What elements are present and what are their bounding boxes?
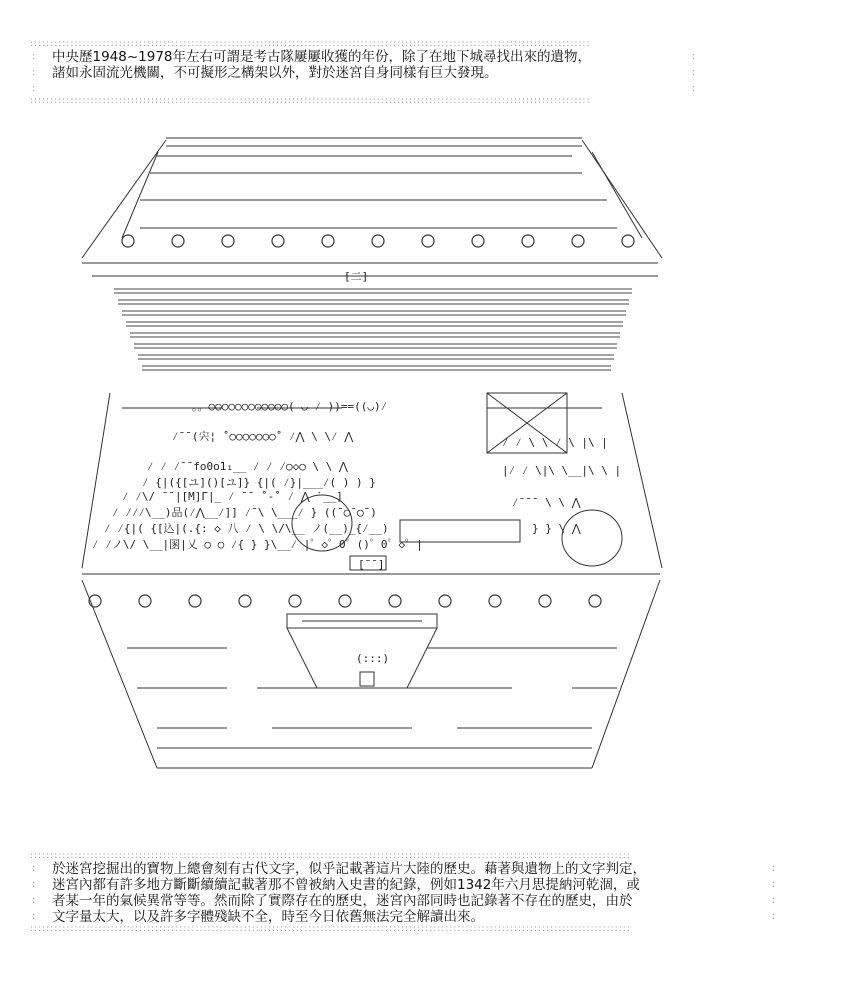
svg-text:⁄ ⁄ノ\/ \__|圂|乂 ○ ○ ⁄{ } }\: ⁄ ⁄ノ\/ \__|圂|乂 ○ ○ ⁄{ } }\__⁄ |゜◇゜0゜()゜0゜◇゜| xyxy=(92,538,423,551)
rivet-circle xyxy=(122,235,134,247)
rivet-circle xyxy=(272,235,284,247)
svg-text:⁄ ⁄⁄⁄\__)品(⁄⋀__⁄]] ⁄¯\ \___⁄ }: ⁄ ⁄⁄⁄\__)品(⁄⋀__⁄]] ⁄¯\ \___⁄ } ((¯◯¯◯¯) xyxy=(112,506,377,519)
caption-top-box xyxy=(30,40,695,106)
dotted-border-top-2: ::::::::::::::::::::::::::::::::::::::::::::::::::::::::::::::::::::::::::::::::::::::::::::::::::::::::::::::::::::::::::::::::::::::::::::::::::::: xyxy=(30,852,631,861)
rivet-circle xyxy=(539,595,551,607)
ascii-art-treasure-chest xyxy=(62,128,676,776)
rivet-circle xyxy=(389,595,401,607)
rivet-circle xyxy=(239,595,251,607)
rivet-circle xyxy=(439,595,451,607)
rivet-circle xyxy=(622,235,634,247)
rivet-circle xyxy=(322,235,334,247)
caption-top-line-1: : 中央歷1948~1978年左右可謂是考古隊屢屢收獲的年份，除了在地下城尋找出來的遺物， : xyxy=(30,49,695,65)
dotted-border-bottom-2: ::::::::::::::::::::::::::::::::::::::::::::::::::::::::::::::::::::::::::::::::::::::::::::::::::::::::::::::::::::::::::::::::::::::::::::::::::::: xyxy=(30,925,631,934)
rivet-circle xyxy=(139,595,151,607)
middle-glyphs xyxy=(92,400,621,551)
svg-text:⁄ {|({[ユ]()[ユ]} {|( ⁄}|___⁄(: ⁄ {|({[ユ]()[ユ]} {|( ⁄}|___⁄( ) ) } xyxy=(142,476,376,489)
dotted-border-bottom: ::::::::::::::::::::::::::::::::::::::::::::::::::::::::::::::::::::::::::::::::::::::::::::::::::::::::::::::::::::::::::::::::::::::::::: xyxy=(30,97,591,106)
rivet-circle xyxy=(289,595,301,607)
svg-text:|⁄ ⁄ \|\ \__|\ \ |: |⁄ ⁄ \|\ \__|\ \ | xyxy=(502,464,622,477)
rivet-circle xyxy=(372,235,384,247)
lower-rivets xyxy=(89,595,601,607)
rivet-circle xyxy=(472,235,484,247)
caption-bottom-line-2: : 迷宮內都有許多地方斷斷續續記載著那不曾被納入史書的紀錄，例如1342年六月思提納河乾涸，或 : xyxy=(30,877,775,893)
rivet-circle xyxy=(222,235,234,247)
caption-bottom-line-1: : 於迷宮挖掘出的寶物上總會刻有古代文字，似乎記載著這片大陸的歷史。藉著與遺物上的文字判定， : xyxy=(30,861,775,877)
rivet-circle xyxy=(339,595,351,607)
caption-bottom-line-3: : 者某一年的氣候異常等等。然而除了實際存在的歷史，迷宮內部同時也記錄著不存在的歷史，由於 : xyxy=(30,893,775,909)
caption-bottom-line-4: : 文字量太大，以及許多字體殘缺不全，時至今日依舊無法完全解讀出來。 : xyxy=(30,909,775,925)
svg-text:。。○○○○○○○○○○○○( ◡ ⁄ ))==((◡)⁄: 。。○○○○○○○○○○○○( ◡ ⁄ ))==((◡)⁄ xyxy=(192,400,388,413)
svg-text:} } \ ⋀: } } \ ⋀ xyxy=(532,522,581,535)
rivet-circle xyxy=(589,595,601,607)
rivet-circle xyxy=(172,235,184,247)
chest-lid-outline xyxy=(82,138,662,276)
dotted-border-top: ::::::::::::::::::::::::::::::::::::::::::::::::::::::::::::::::::::::::::::::::::::::::::::::::::::::::::::::::::::::::::::::::::::::::::: xyxy=(30,40,591,49)
ascii-art-canvas xyxy=(62,128,676,776)
caption-top-line-3 xyxy=(30,81,695,97)
keyhole-glyph: (:::) xyxy=(356,652,390,665)
middle-label: [¯¯] xyxy=(358,558,385,571)
caption-top-line-2: : 諸如永固流光機關，不可擬形之構架以外，對於迷宮自身同樣有巨大發現。 : xyxy=(30,65,695,81)
caption-bottom-box xyxy=(30,852,775,934)
svg-text:⁄¯¯(宍¦ ˚○○○○○○○˚ ⁄⋀ \ \⁄ ⋀: ⁄¯¯(宍¦ ˚○○○○○○○˚ ⁄⋀ \ \⁄ ⋀ xyxy=(172,430,354,443)
lid-band-lines xyxy=(114,289,632,370)
svg-text:⁄ ⁄ \ \ ⁄ \ |\ |: ⁄ ⁄ \ \ ⁄ \ |\ | xyxy=(502,436,608,449)
rivet-circle xyxy=(522,235,534,247)
rivet-circle xyxy=(189,595,201,607)
rivet-circle xyxy=(572,235,584,247)
rivet-circle xyxy=(489,595,501,607)
lid-rivets xyxy=(122,235,634,247)
svg-text:⁄ ⁄{|( {[込|(.{: ◇ 八 ⁄ \ \/: ⁄ ⁄{|( {[込|(.{: ◇ 八 ⁄ \ \/\__ ノ(__)_{⁄__) xyxy=(104,522,389,535)
rivet-circle xyxy=(422,235,434,247)
chest-body-outline xyxy=(82,580,660,768)
svg-text:⁄¯¯¯ \ \ ⋀: ⁄¯¯¯ \ \ ⋀ xyxy=(512,496,581,509)
lid-label-top: [二] xyxy=(344,270,369,283)
svg-text:⁄ ⁄\/ ¯¯|[M]Γ|_ ⁄ ¯¯ ˚-˚: ⁄ ⁄\/ ¯¯|[M]Γ|_ ⁄ ¯¯ ˚-˚ ⁄ ⋀ ˋ__] xyxy=(122,490,343,503)
svg-text:⁄ ⁄ ⁄¯¯fo0o1₁__ ⁄ ⁄ ⁄○◇○ \ \: ⁄ ⁄ ⁄¯¯fo0o1₁__ ⁄ ⁄ ⁄○◇○ \ \ ⋀ xyxy=(147,460,348,473)
